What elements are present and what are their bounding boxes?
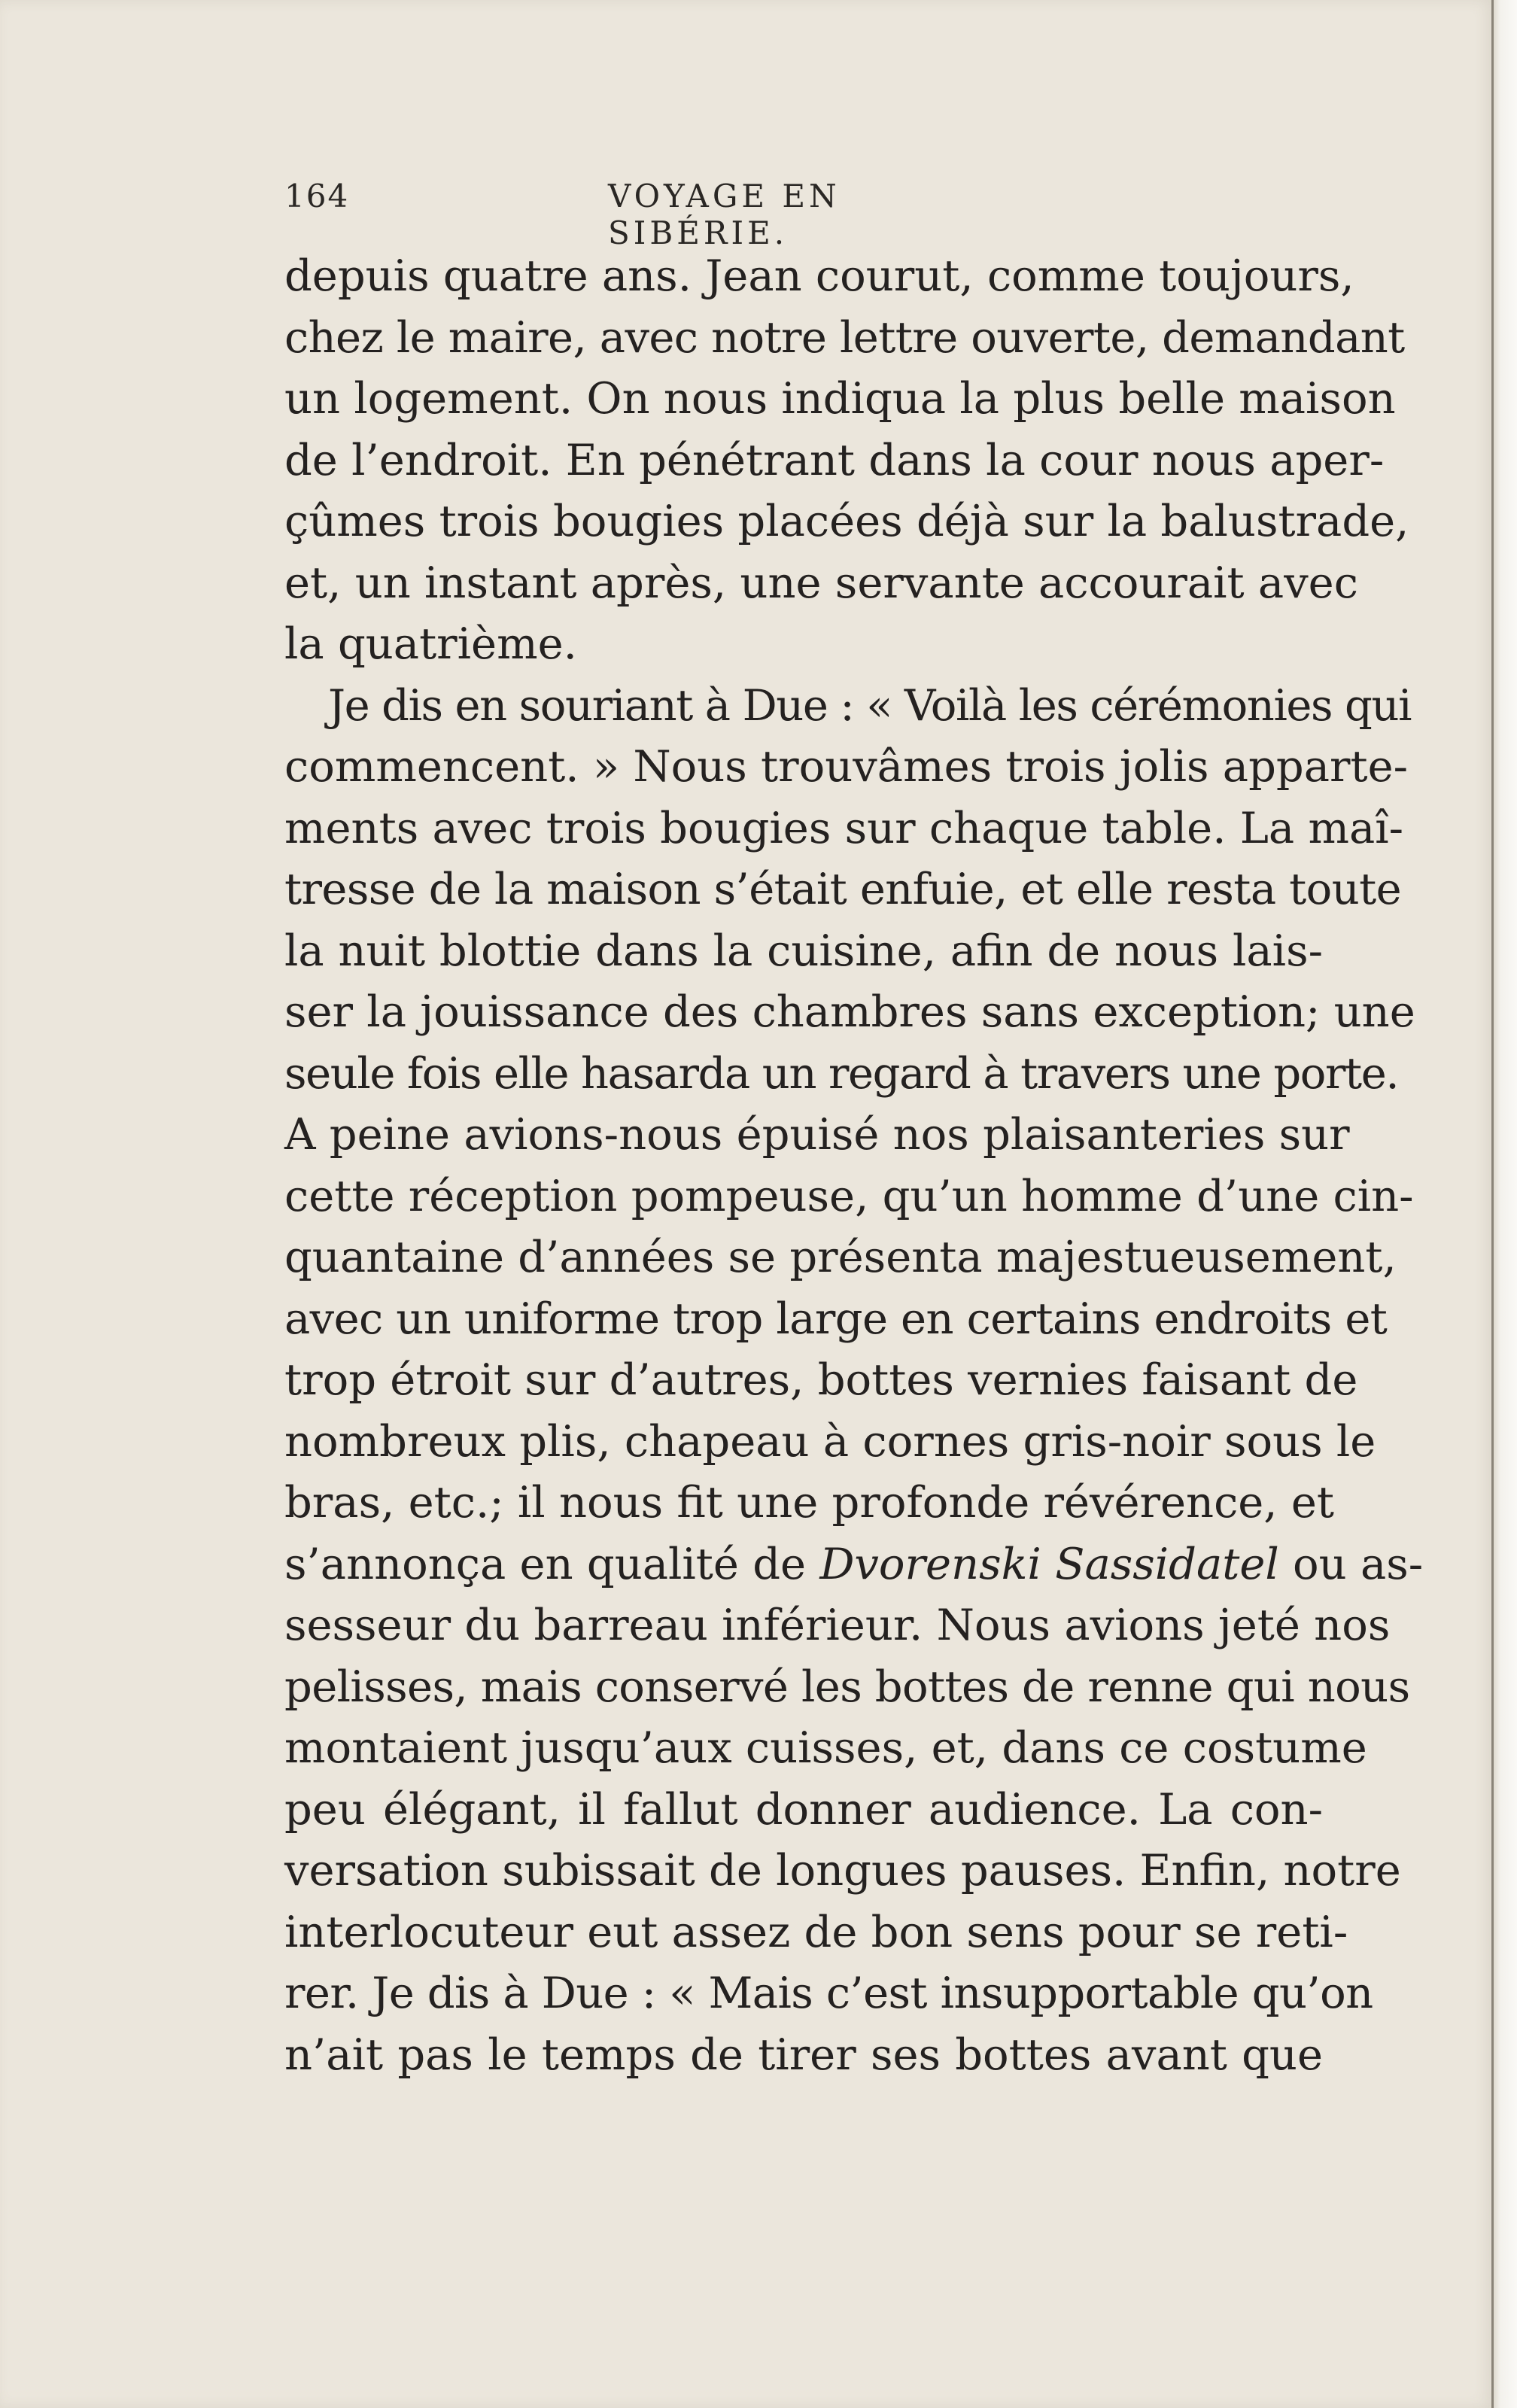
text-segment: s’annonça en qualité de [284,1538,820,1589]
text-line: bras, etc.; il nous fit une profonde révérence, et [284,1477,1334,1528]
text-line: sesseur du barreau inférieur. Nous avions jeté nos [284,1600,1391,1650]
text-line: la quatrième. [284,619,577,669]
text-line: de l’endroit. En pénétrant dans la cour nous aper- [284,434,1385,485]
text-line: interlocuteur eut assez de bon sens pour se reti- [284,1906,1348,1957]
page-number: 164 [284,178,350,214]
text-line: pelisses, mais conservé les bottes de renne qui nous [284,1661,1410,1712]
body-text [284,245,1424,2085]
text-line: nombreux plis, chapeau à cornes gris-noir sous le [284,1415,1376,1467]
text-line: çûmes trois bougies placées déjà sur la balustrade, [284,496,1409,546]
text-line: peu élégant, il fallut donner audience. La con- [284,1783,1323,1835]
text-line: la nuit blottie dans la cuisine, afin de nous lais- [284,925,1323,976]
text-line-with-italic [284,1534,1424,1595]
text-line: Je dis en souriant à Due : « Voilà les cérémonies qui [328,680,1412,731]
text-line: depuis quatre ans. Jean courut, comme toujours, [284,251,1354,301]
text-line: trop étroit sur d’autres, bottes vernies faisant de [284,1354,1358,1405]
text-line: quantaine d’années se présenta majestueusement, [284,1232,1397,1282]
running-title: VOYAGE EN SIBÉRIE. [608,178,841,251]
text-line: et, un instant après, une servante accourait avec [284,557,1358,608]
text-line: A peine avions-nous épuisé nos plaisanteries sur [284,1109,1350,1160]
italic-term: Dvorenski Sassidatel [819,1538,1279,1589]
text-line: ments avec trois bougies sur chaque table. La maî- [284,802,1404,853]
text-line: rer. Je dis à Due : « Mais c’est insupportable qu’on [284,1968,1373,2018]
text-line: chez le maire, avec notre lettre ouverte, demandant [284,312,1405,363]
page-edge [1491,0,1517,2408]
text-line: versation subissait de longues pauses. Enfin, notre [284,1845,1401,1896]
page-edge-line [1491,0,1494,2408]
text-line: tresse de la maison s’était enfuie, et elle resta toute [284,864,1402,914]
text-line: commencent. » Nous trouvâmes trois jolis apparte- [284,741,1409,792]
text-line: un logement. On nous indiqua la plus belle maison [284,373,1396,424]
text-line: cette réception pompeuse, qu’un homme d’une cin- [284,1170,1414,1221]
running-head [284,178,1007,251]
text-line: avec un uniforme trop large en certains endroits et [284,1293,1388,1344]
text-line: seule fois elle hasarda un regard à travers une porte. [284,1047,1399,1099]
text-segment: ou as- [1278,1538,1424,1589]
text-line: montaient jusqu’aux cuisses, et, dans ce costume [284,1722,1367,1773]
text-line: ser la jouissance des chambres sans exception; une [284,987,1415,1037]
text-line: n’ait pas le temps de tirer ses bottes avant que [284,2029,1323,2080]
